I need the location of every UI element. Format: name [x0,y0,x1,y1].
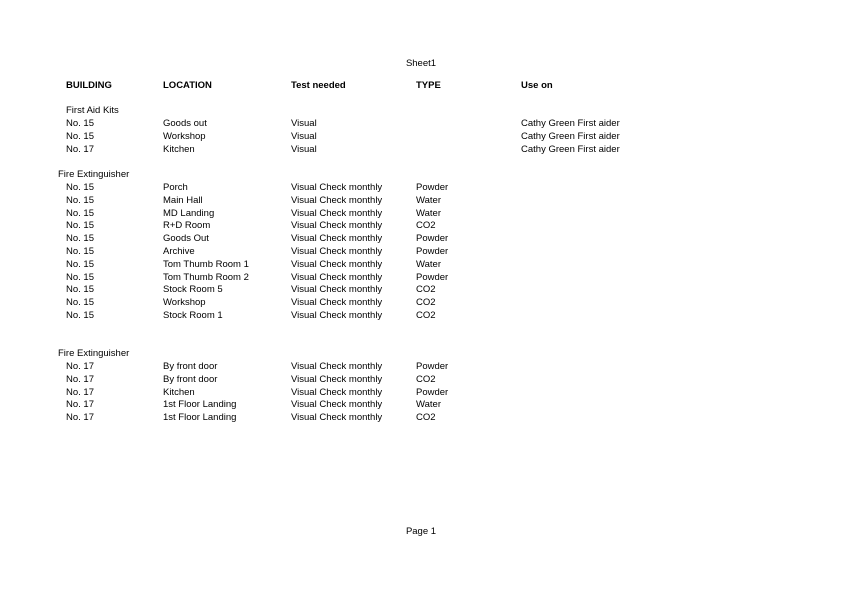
table-row [0,233,842,246]
page-footer: Page 1 [405,526,437,537]
header-test-needed: Test needed [291,80,346,91]
table-row [0,182,842,195]
cell-location: 1st Floor Landing [163,412,237,424]
cell-location: Stock Room 5 [163,284,223,296]
table-row [0,208,842,221]
cell-location: Stock Room 1 [163,310,223,321]
cell-building: No. 15 [66,182,94,193]
table-row [0,259,842,272]
cell-building: No. 17 [66,386,94,398]
cell-location: MD Landing [163,207,215,219]
cell-test-needed: Visual [291,130,317,142]
cell-type: Powder [416,271,449,283]
cell-test-needed: Visual Check monthly [291,399,383,411]
cell-type: Water [416,399,441,411]
cell-location: Goods out [163,118,207,129]
cell-building: No. 17 [66,373,94,385]
table-row [0,412,842,425]
cell-test-needed: Visual Check monthly [291,194,383,206]
table-row [0,361,842,374]
cell-test-needed: Visual Check monthly [291,386,383,398]
cell-type: Powder [416,233,449,245]
table-row [0,297,842,310]
cell-building: No. 15 [66,130,94,142]
table-row [0,246,842,259]
cell-type: CO2 [416,373,436,385]
cell-building: No. 17 [66,361,94,372]
cell-location: Goods Out [163,233,209,245]
table-row [0,399,842,412]
table-row [0,387,842,400]
cell-test-needed: Visual Check monthly [291,246,383,257]
cell-type: CO2 [416,412,436,424]
table-row [0,144,842,157]
cell-test-needed: Visual Check monthly [291,284,383,296]
cell-type: CO2 [416,297,436,309]
table-row [0,118,842,131]
cell-building: No. 15 [66,233,94,245]
cell-location: Main Hall [163,194,203,206]
cell-location: Archive [163,246,195,257]
cell-type: Water [416,194,441,206]
cell-location: By front door [163,373,218,385]
cell-building: No. 15 [66,246,94,257]
cell-test-needed: Visual Check monthly [291,373,383,385]
cell-building: No. 15 [66,297,94,309]
cell-type: CO2 [416,310,436,321]
cell-location: Kitchen [163,386,195,398]
cell-test-needed: Visual Check monthly [291,412,383,424]
cell-type: CO2 [416,284,436,296]
cell-building: No. 15 [66,284,94,296]
cell-building: No. 15 [66,271,94,283]
section-label-first-aid: First Aid Kits [66,105,119,116]
cell-location: Tom Thumb Room 2 [163,271,249,283]
cell-test-needed: Visual [291,143,317,155]
cell-building: No. 15 [66,194,94,206]
cell-location: Tom Thumb Room 1 [163,258,249,270]
cell-location: R+D Room [163,220,211,232]
table-row [0,220,842,233]
cell-location: Kitchen [163,143,195,155]
cell-test-needed: Visual Check monthly [291,361,383,372]
cell-type: Powder [416,182,449,193]
section-label-fire-17: Fire Extinguisher [58,348,130,359]
cell-type: Water [416,207,441,219]
cell-test-needed: Visual Check monthly [291,233,383,245]
cell-building: No. 15 [66,310,94,321]
cell-test-needed: Visual [291,118,317,129]
cell-test-needed: Visual Check monthly [291,310,383,321]
table-row [0,310,842,323]
cell-type: Water [416,258,441,270]
cell-building: No. 15 [66,207,94,219]
header-building: BUILDING [66,80,112,91]
cell-location: 1st Floor Landing [163,399,237,411]
cell-use-on: Cathy Green First aider [521,143,620,155]
table-row [0,284,842,297]
header-use-on: Use on [521,80,553,91]
table-row [0,131,842,144]
cell-test-needed: Visual Check monthly [291,258,383,270]
cell-building: No. 15 [66,258,94,270]
cell-test-needed: Visual Check monthly [291,207,383,219]
cell-type: Powder [416,246,449,257]
cell-type: Powder [416,361,449,372]
cell-building: No. 17 [66,143,94,155]
cell-type: CO2 [416,220,436,232]
cell-building: No. 15 [66,118,94,129]
table-row [0,272,842,285]
cell-test-needed: Visual Check monthly [291,182,383,193]
cell-test-needed: Visual Check monthly [291,271,383,283]
cell-location: Workshop [163,130,206,142]
cell-location: By front door [163,361,218,372]
cell-location: Workshop [163,297,206,309]
cell-use-on: Cathy Green First aider [521,130,620,142]
table-row [0,195,842,208]
header-type: TYPE [416,80,441,91]
cell-building: No. 17 [66,399,94,411]
cell-test-needed: Visual Check monthly [291,297,383,309]
cell-location: Porch [163,182,188,193]
cell-use-on: Cathy Green First aider [521,118,620,129]
header-row [0,80,842,93]
cell-type: Powder [416,386,449,398]
sheet-title: Sheet1 [405,58,437,69]
header-location: LOCATION [163,80,212,91]
cell-test-needed: Visual Check monthly [291,220,383,232]
cell-building: No. 15 [66,220,94,232]
cell-building: No. 17 [66,412,94,424]
table-row [0,374,842,387]
section-label-fire-15: Fire Extinguisher [58,169,130,180]
